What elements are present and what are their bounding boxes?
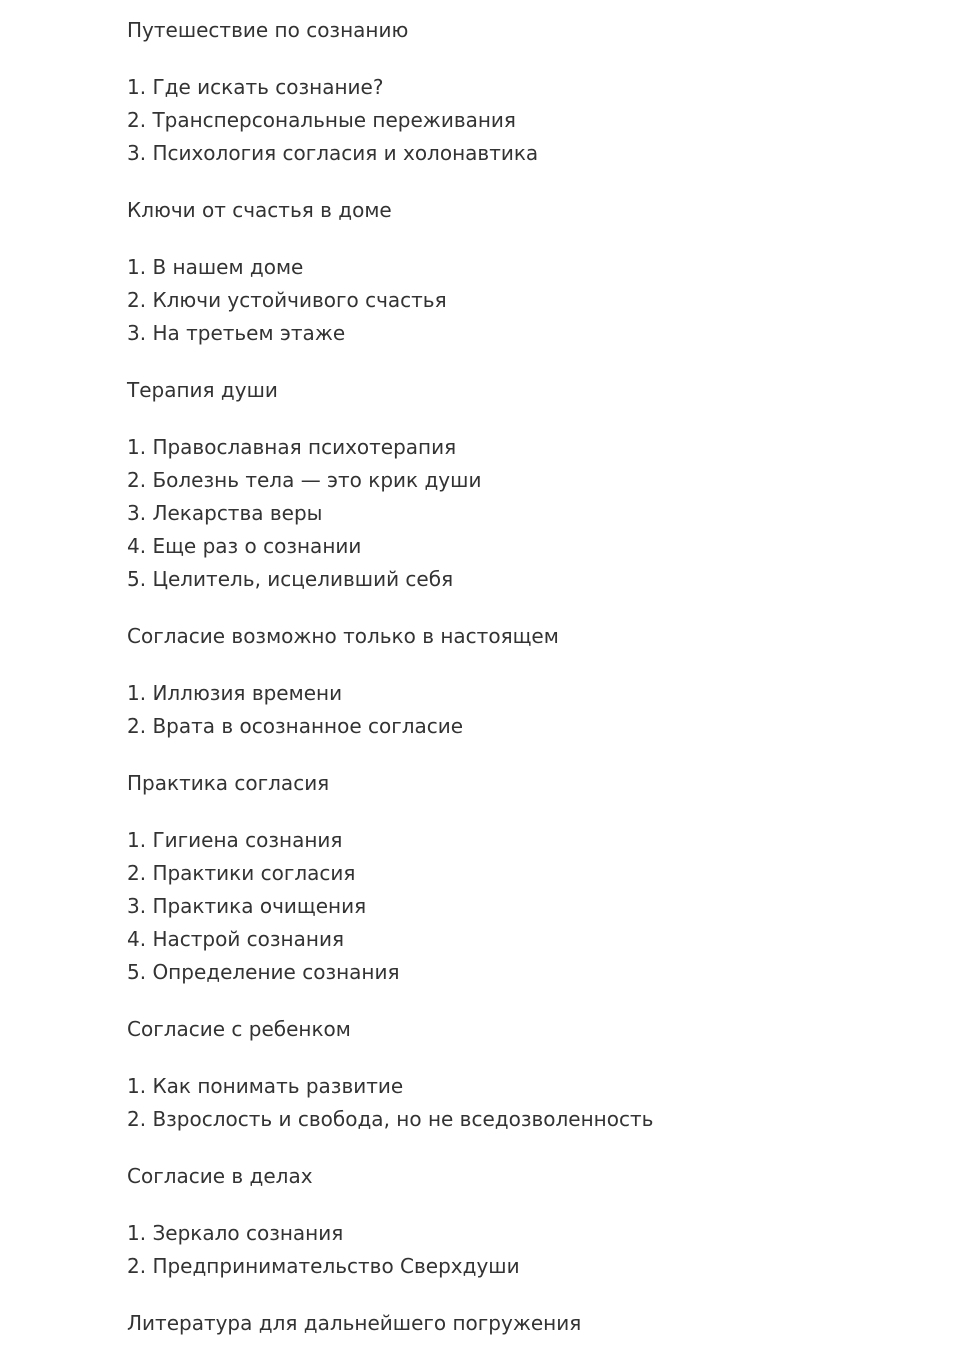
list-item: 1. Православная психотерапия [127, 435, 457, 459]
section-title: Ключи от счастья в доме [127, 198, 392, 222]
section [127, 194, 927, 350]
section-title: Согласие в делах [127, 1164, 313, 1188]
list-item: 2. Врата в осознанное согласие [127, 714, 464, 738]
list-item: 1. Зеркало сознания [127, 1221, 344, 1245]
list-item: 3. Практика очищения [127, 894, 367, 918]
list-item: 1. В нашем доме [127, 255, 304, 279]
section-title: Терапия души [127, 378, 278, 402]
list-item: 2. Болезнь тела — это крик души [127, 468, 482, 492]
table-of-contents [127, 14, 927, 1340]
list-item: 4. Настрой сознания [127, 927, 344, 951]
section-items [127, 431, 927, 596]
section-title: Практика согласия [127, 771, 330, 795]
section-title: Литература для дальнейшего погружения [127, 1311, 582, 1335]
section-items [127, 1217, 927, 1283]
list-item: 2. Трансперсональные переживания [127, 108, 516, 132]
list-item: 1. Где искать сознание? [127, 75, 384, 99]
list-item: 2. Взрослость и свобода, но не вседозволенность [127, 1107, 654, 1131]
section-items [127, 1070, 927, 1136]
list-item: 5. Целитель, исцеливший себя [127, 567, 454, 591]
section-items [127, 824, 927, 989]
section [127, 1160, 927, 1283]
section-items [127, 71, 927, 170]
section-title: Согласие с ребенком [127, 1017, 351, 1041]
section [127, 14, 927, 170]
section-title: Согласие возможно только в настоящем [127, 624, 559, 648]
list-item: 2. Ключи устойчивого счастья [127, 288, 447, 312]
list-item: 2. Практики согласия [127, 861, 356, 885]
section [127, 620, 927, 743]
section [127, 767, 927, 989]
section [127, 1307, 927, 1340]
section [127, 374, 927, 596]
list-item: 3. На третьем этаже [127, 321, 346, 345]
list-item: 4. Еще раз о сознании [127, 534, 362, 558]
list-item: 3. Лекарства веры [127, 501, 323, 525]
section-title: Путешествие по сознанию [127, 18, 409, 42]
section-items [127, 251, 927, 350]
list-item: 5. Определение сознания [127, 960, 400, 984]
list-item: 1. Гигиена сознания [127, 828, 343, 852]
list-item: 1. Иллюзия времени [127, 681, 343, 705]
list-item: 3. Психология согласия и холонавтика [127, 141, 539, 165]
section [127, 1013, 927, 1136]
section-items [127, 677, 927, 743]
list-item: 2. Предпринимательство Сверхдуши [127, 1254, 520, 1278]
list-item: 1. Как понимать развитие [127, 1074, 404, 1098]
